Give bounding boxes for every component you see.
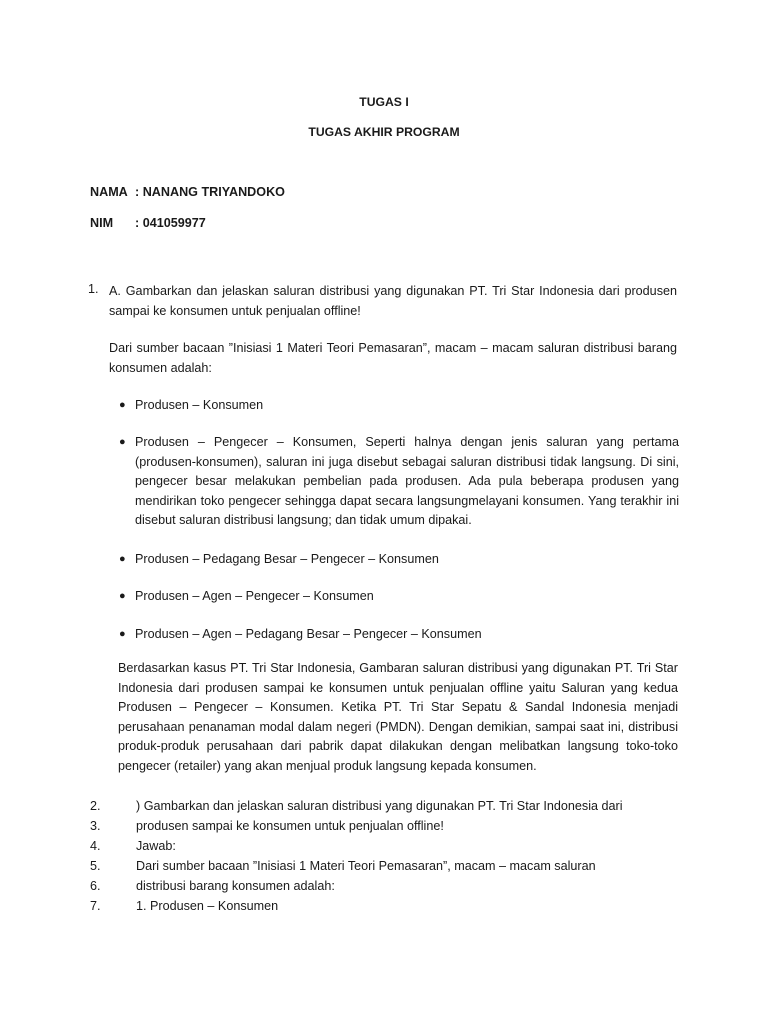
document-title: TUGAS I (359, 95, 409, 109)
line-text: ) Gambarkan dan jelaskan saluran distribusi yang digunakan PT. Tri Star Indonesia dari (136, 799, 623, 813)
list-item (119, 550, 679, 570)
line-text: distribusi barang konsumen adalah: (136, 879, 335, 893)
list-item-text: Produsen – Pedagang Besar – Pengecer – Konsumen (135, 552, 439, 566)
document-subtitle: TUGAS AKHIR PROGRAM (308, 125, 460, 139)
list-item (119, 396, 679, 416)
line-number: 7. (90, 899, 101, 913)
bullet-icon: ● (119, 399, 126, 411)
line-text: produsen sampai ke konsumen untuk penjualan offline! (136, 819, 444, 833)
line-number: 6. (90, 879, 101, 893)
name-row (90, 185, 285, 199)
line-number: 5. (90, 859, 101, 873)
answer-conclusion: Berdasarkan kasus PT. Tri Star Indonesia, Gambaran saluran distribusi yang digunakan PT. Tri Star Indonesia dari produsen sampai ke konsumen untuk penjualan offline yaitu Saluran yang kedua Produsen – Pengecer – Konsumen. Ketika PT. Tri Star Sepatu & Sandal Indonesia menjadi perusahaan penanaman modal dalam negeri (PMDN). Dengan demikian, sampai saat ini, distribusi produk-produk perusahaan dari pabrik dapat dilakukan dengan melibatkan langsung toko-toko pengecer (retailer) yang akan menjual produk langsung kepada konsumen. (118, 661, 678, 773)
list-item (119, 433, 679, 531)
numbered-line (90, 796, 690, 816)
line-text: Jawab: (136, 839, 176, 853)
numbered-line (90, 856, 690, 876)
numbered-line (90, 876, 690, 896)
question-text: A. Gambarkan dan jelaskan saluran distribusi yang digunakan PT. Tri Star Indonesia dari produsen sampai ke konsumen untuk penjualan offline! (109, 284, 677, 318)
bullet-icon: ● (119, 436, 126, 448)
line-text: 1. Produsen – Konsumen (136, 899, 279, 913)
line-number: 3. (90, 819, 101, 833)
name-value: : NANANG TRIYANDOKO (135, 185, 285, 199)
bullet-icon: ● (119, 553, 126, 565)
bullet-icon: ● (119, 628, 126, 640)
line-number: 4. (90, 839, 101, 853)
name-label: NAMA (90, 185, 128, 199)
answer-intro: Dari sumber bacaan ”Inisiasi 1 Materi Teori Pemasaran”, macam – macam saluran distribusi barang konsumen adalah: (109, 341, 677, 375)
nim-value: : 041059977 (135, 216, 206, 230)
list-item-text: Produsen – Konsumen (135, 398, 264, 412)
list-item-text: Produsen – Pengecer – Konsumen, Seperti halnya dengan jenis saluran yang pertama (produsen-konsumen), saluran ini juga disebut sebagai saluran distribusi tidak langsung. Di sini, pengecer besar melakukan pembelian pada produsen. Ada pula beberapa produsen yang mendirikan toko pengecer sehingga dapat secara langsungmelayani konsumen. Yang terakhir ini disebut saluran distribusi langsung; dan tidak umum dipakai. (135, 435, 679, 527)
question-number: 1. (88, 282, 99, 296)
nim-row (90, 216, 206, 230)
line-number: 2. (90, 799, 101, 813)
line-text: Dari sumber bacaan ”Inisiasi 1 Materi Teori Pemasaran”, macam – macam saluran (136, 859, 596, 873)
list-item (119, 625, 679, 645)
numbered-line (90, 836, 690, 856)
nim-label: NIM (90, 216, 114, 230)
list-item-text: Produsen – Agen – Pedagang Besar – Pengecer – Konsumen (135, 627, 482, 641)
bullet-icon: ● (119, 590, 126, 602)
list-item-text: Produsen – Agen – Pengecer – Konsumen (135, 589, 374, 603)
numbered-line (90, 816, 690, 836)
list-item (119, 587, 679, 607)
numbered-line (90, 896, 690, 916)
